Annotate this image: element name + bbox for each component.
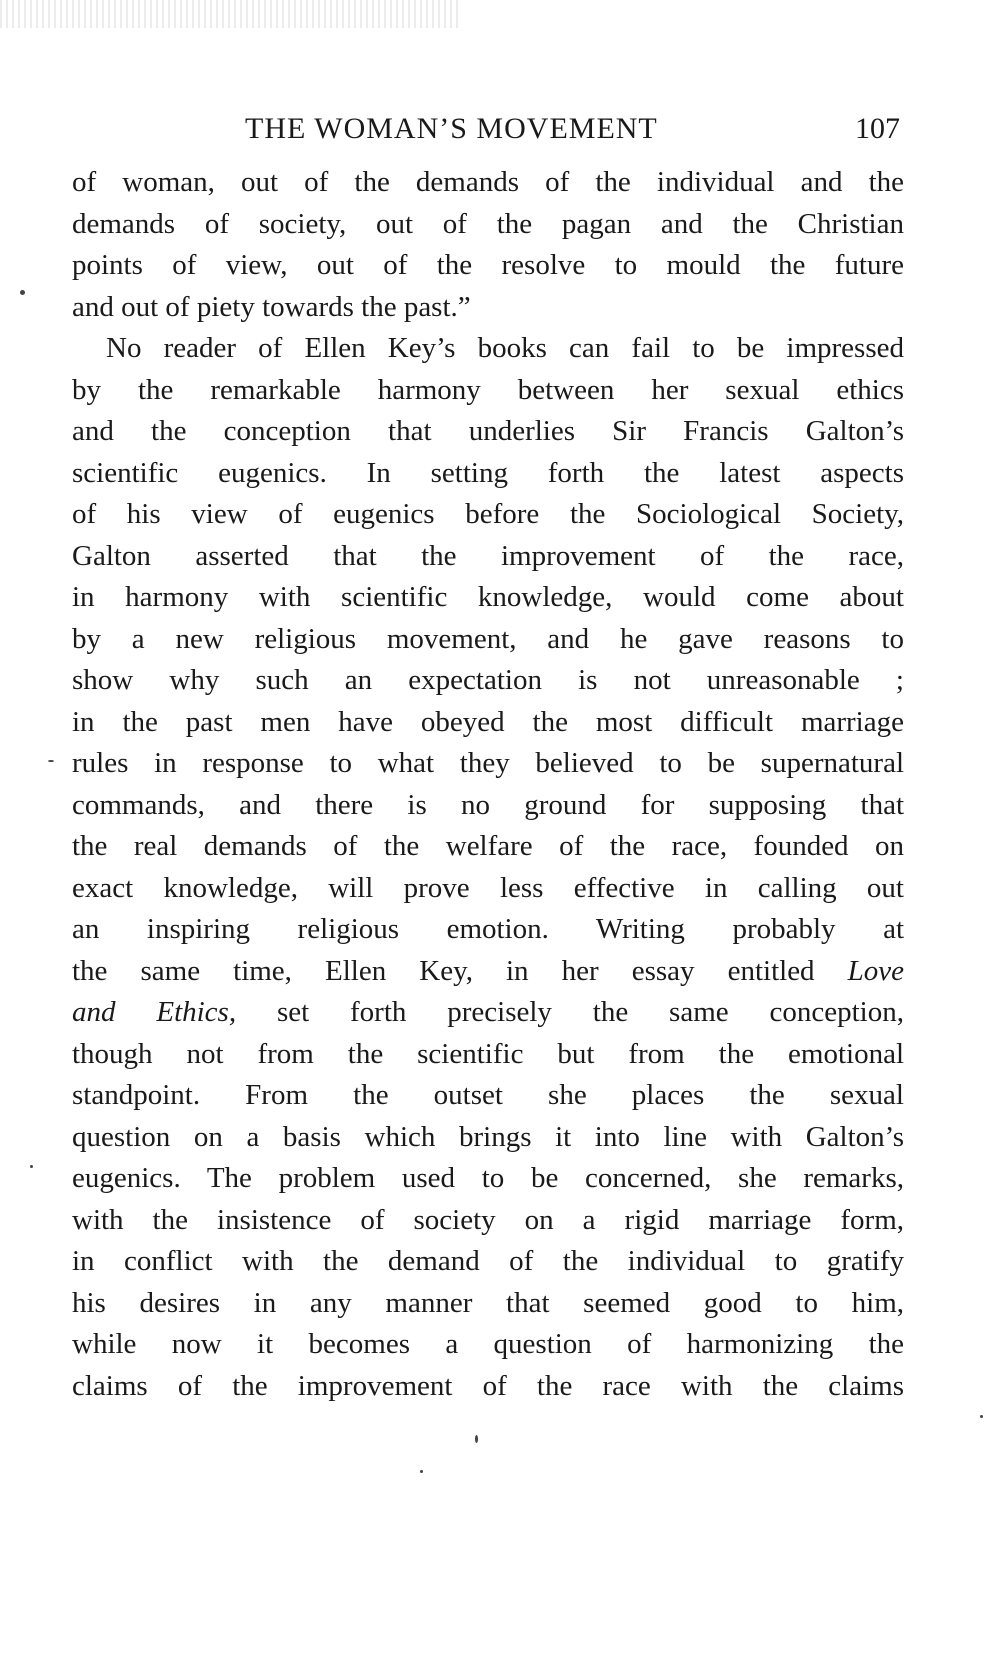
text-line: in conflict with the demand of the individual to gratify: [72, 1245, 904, 1277]
scan-speck: [475, 1435, 478, 1443]
text-line: scientific eugenics. In setting forth the latest aspects: [72, 456, 904, 489]
text-line: standpoint. From the outset she places the sexual: [72, 1079, 904, 1111]
body-text: [72, 162, 904, 1407]
text-line: an inspiring religious emotion. Writing probably at: [72, 913, 904, 945]
text-fragment: set forth precisely the same conception,: [276, 996, 904, 1028]
scan-speck: [420, 1470, 423, 1473]
text-line: the real demands of the welfare of the race, founded on: [72, 830, 904, 862]
text-line: No reader of Ellen Key’s books can fail to be impressed: [106, 332, 904, 364]
text-line: in the past men have obeyed the most difficult marriage: [72, 705, 904, 738]
text-line: eugenics. The problem used to be concerned, she remarks,: [72, 1162, 904, 1194]
text-line: his desires in any manner that seemed good to him,: [72, 1286, 904, 1319]
running-head: THE WOMAN’S MOVEMENT: [245, 112, 658, 145]
text-line: [72, 951, 904, 993]
text-line: [72, 992, 904, 1034]
text-line: and out of piety towards the past.”: [72, 290, 471, 323]
page-header: [70, 112, 900, 158]
text-line: commands, and there is no ground for supposing that: [72, 788, 904, 821]
scan-speck: [48, 760, 54, 762]
text-line: and the conception that underlies Sir Francis Galton’s: [72, 415, 904, 447]
text-line: show why such an expectation is not unreasonable ;: [72, 664, 904, 696]
text-line: while now it becomes a question of harmonizing the: [72, 1328, 904, 1360]
text-line: in harmony with scientific knowledge, would come about: [72, 581, 904, 613]
text-line: exact knowledge, will prove less effective in calling out: [72, 871, 904, 904]
text-line: demands of society, out of the pagan and the Christian: [72, 207, 904, 240]
text-line: of woman, out of the demands of the individual and the: [72, 166, 904, 198]
text-line: by the remarkable harmony between her sexual ethics: [72, 373, 904, 406]
page-number: 107: [855, 112, 900, 145]
scan-speck: [20, 290, 25, 295]
text-line: claims of the improvement of the race with the claims: [72, 1369, 904, 1402]
text-line: Galton asserted that the improvement of the race,: [72, 539, 904, 572]
essay-title-italic: Love: [847, 954, 904, 987]
text-line: points of view, out of the resolve to mould the future: [72, 249, 904, 281]
text-line: though not from the scientific but from the emotional: [72, 1037, 904, 1070]
scan-speck: [980, 1415, 983, 1418]
text-fragment: the same time, Ellen Key, in her essay entitled: [72, 954, 815, 987]
scan-noise: [0, 0, 460, 28]
essay-title-italic: and Ethics,: [72, 996, 237, 1028]
text-line: of his view of eugenics before the Sociological Society,: [72, 498, 904, 530]
scan-speck: [30, 1165, 33, 1168]
text-line: by a new religious movement, and he gave reasons to: [72, 622, 904, 655]
text-line: rules in response to what they believed to be supernatural: [72, 747, 904, 779]
text-line: with the insistence of society on a rigid marriage form,: [72, 1203, 904, 1236]
text-line: question on a basis which brings it into line with Galton’s: [72, 1120, 904, 1153]
